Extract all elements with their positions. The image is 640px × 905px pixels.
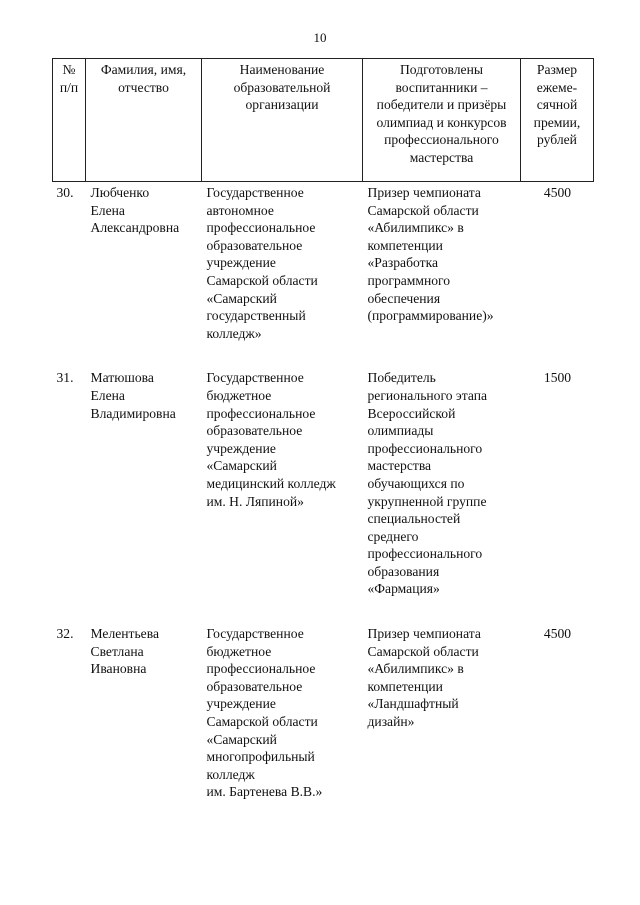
row-full-name: Матюшова Елена Владимировна [90,370,176,421]
table-body [53,182,594,829]
row-number: 32. [56,626,74,642]
header-organization: Наименование образовательной организации [202,59,363,182]
row-organization: Государственное бюджетное профессиональное образовательное учреждение «Самарский медицинский колледж им. Н. Ляпиной» [206,370,336,509]
row-achievement: Призер чемпионата Самарской области «Абилимпикс» в компетенции «Ландшафтный дизайн» [367,626,481,730]
row-number: 30. [56,185,74,200]
row-bonus-amount: 4500 [543,626,572,642]
row-bonus-amount: 4500 [543,185,572,200]
row-number: 31. [56,370,74,386]
header-number: № п/п [53,59,86,182]
table-row [53,625,594,828]
awards-table [52,58,594,828]
header-bonus-amount: Размер ежеме- сячной премии, рублей [521,59,594,182]
page-number: 10 [313,30,327,45]
header-full-name: Фамилия, имя, отчество [86,59,202,182]
row-achievement: Победитель регионального этапа Всероссийской олимпиады профессионального мастерства обучающихся по укрупненной группе специальностей среднего профессионального образования «Фармация» [367,370,487,597]
row-bonus-amount: 1500 [543,370,572,386]
row-organization: Государственное бюджетное профессиональное образовательное учреждение Самарской области «Самарский многопрофильный колледж им. Бартенева В.В.» [206,626,323,800]
row-full-name: Любченко Елена Александровна [90,185,180,236]
row-achievement: Призер чемпионата Самарской области «Абилимпикс» в компетенции «Разработка программного обеспечения (программирование)» [367,185,494,324]
awards-table-container [52,58,593,828]
table-header [53,59,594,182]
header-achievements: Подготовлены воспитанники – победители и призёры олимпиад и конкурсов профессионального мастерства [363,59,521,182]
row-full-name: Мелентьева Светлана Ивановна [90,626,159,677]
row-organization: Государственное автономное профессиональное образовательное учреждение Самарской области «Самарский государственный колледж» [206,185,318,341]
table-row [53,369,594,625]
header-row [53,59,594,182]
table-row [53,182,594,370]
